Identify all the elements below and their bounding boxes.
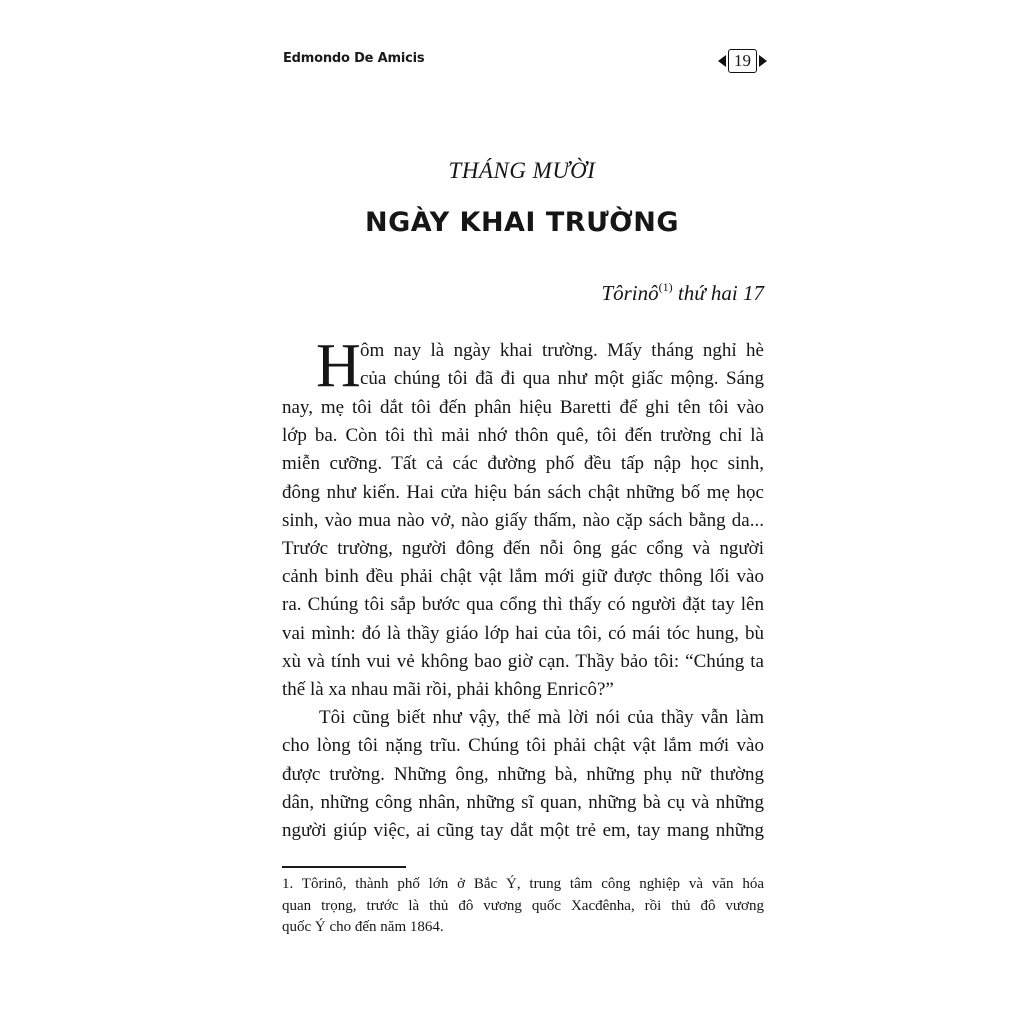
dateline xyxy=(601,280,764,306)
footnote-line: 1. Tôrinô, thành phố lớn ở Bắc Ý, trung tâm công nghiệp và văn hóa xyxy=(282,876,764,892)
text-line: Trước trường, người đông đến nỗi ông gác cổng và người xyxy=(282,538,764,560)
right-arrow-icon xyxy=(759,55,767,67)
footnote xyxy=(282,874,764,939)
page-number: 19 xyxy=(728,49,757,73)
opening-lines xyxy=(282,332,764,400)
body-text xyxy=(282,332,764,845)
text-line: Tôi cũng biết như vậy, thế mà lời nói của thầy vẫn làm xyxy=(319,707,764,729)
text-line: cho lòng tôi nặng trĩu. Chúng tôi phải chật vật lắm mới vào xyxy=(282,735,764,757)
text-line: đông như kiến. Hai cửa hiệu bán sách chật những bố mẹ học xyxy=(282,481,764,503)
footnote-divider xyxy=(282,866,406,868)
text-line: được trường. Những ông, những bà, những phụ nữ thường xyxy=(282,763,764,785)
text-line: thế là xa nhau mãi rồi, phải không Enricô?” xyxy=(282,679,614,701)
text-line: vai mình: đó là thầy giáo lớp hai của tôi, có mái tóc hung, bù xyxy=(282,622,764,644)
text-line: sinh, vào mua nào vở, nào giấy thấm, nào cặp sách bằng da... xyxy=(282,509,764,531)
text-line: ôm nay là ngày khai trường. Mấy tháng nghỉ hè xyxy=(360,340,764,361)
chapter-month: THÁNG MƯỜI xyxy=(448,158,596,183)
text-line: miễn cưỡng. Tất cả các đường phố đều tấp nập học sinh, xyxy=(282,453,764,475)
text-line: ra. Chúng tôi sắp bước qua cổng thì thấy có người đặt tay lên xyxy=(282,594,764,616)
footnote-line: quốc Ý cho đến năm 1864. xyxy=(282,919,444,935)
text-line: xù và tính vui vẻ không bao giờ cạn. Thầy bảo tôi: “Chúng ta xyxy=(282,650,764,672)
text-line: dân, những công nhân, những sĩ quan, những bà cụ và những xyxy=(282,791,764,813)
footnote-line: quan trọng, trước là thủ đô vương quốc Xacđênha, rồi thủ đô vương xyxy=(282,897,764,914)
text-line: cảnh binh đều phải chật vật lắm mới giữ được thông lối vào xyxy=(282,566,764,588)
text-line: lớp ba. Còn tôi thì mải nhớ thôn quê, tôi đến trường chỉ là xyxy=(282,425,764,447)
text-line: người giúp việc, ai cũng tay dắt một trẻ em, tay mang những xyxy=(282,820,764,842)
chapter-title: NGÀY KHAI TRƯỜNG xyxy=(365,207,679,238)
dateline-date: thứ hai 17 xyxy=(677,281,764,305)
text-line: của chúng tôi đã đi qua như một giấc mộng. Sáng xyxy=(360,368,764,390)
text-line: nay, mẹ tôi dắt tôi đến phân hiệu Baretti để ghi tên tôi vào xyxy=(282,397,764,418)
page-number-marker xyxy=(718,48,767,74)
dateline-place: Tôrinô xyxy=(601,281,659,305)
drop-cap: H xyxy=(316,332,361,400)
running-head-author: Edmondo De Amicis xyxy=(283,51,425,66)
left-arrow-icon xyxy=(718,55,726,67)
footnote-reference: (1) xyxy=(658,280,673,294)
